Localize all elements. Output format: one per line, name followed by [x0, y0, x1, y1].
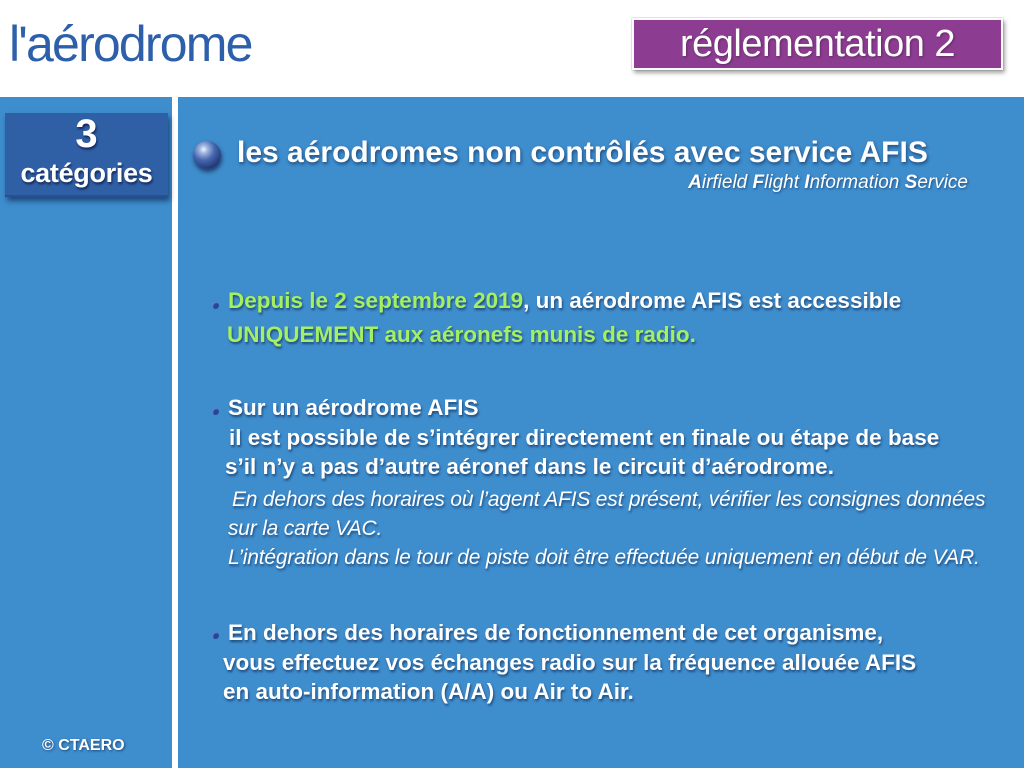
point-2-line-2: s’il n’y a pas d’autre aéronef dans le circuit d’aérodrome. — [225, 454, 834, 479]
category-box — [5, 113, 168, 197]
page-title: l'aérodrome — [9, 16, 252, 72]
section-subtitle — [688, 173, 968, 193]
header-bar — [0, 0, 1024, 97]
category-label: catégories — [20, 158, 153, 188]
chapter-badge — [632, 18, 1003, 70]
point-3-line-3: en auto-information (A/A) ou Air to Air. — [223, 679, 634, 704]
subtitle-word: Airfield — [688, 172, 748, 193]
point-1-date-highlight: Depuis le 2 septembre 2019 — [228, 288, 524, 313]
subtitle-word-initial: A — [688, 172, 702, 193]
point-1-lead-rest: , un aérodrome AFIS est accessible — [523, 288, 902, 313]
point-2-note-2: sur la carte VAC. — [228, 517, 383, 540]
subtitle-word: Service — [904, 172, 968, 193]
dot-bullet-icon — [212, 408, 219, 415]
point-1-restriction-highlight: UNIQUEMENT aux aéronefs munis de radio. — [227, 322, 696, 347]
subtitle-word-initial: S — [904, 172, 918, 193]
point-3-line-2: vous effectuez vos échanges radio sur la fréquence allouée AFIS — [223, 650, 917, 675]
sphere-bullet-icon — [193, 141, 221, 169]
point-2-note-1: En dehors des horaires où l’agent AFIS est présent, vérifier les consignes données — [232, 488, 986, 511]
subtitle-word: Flight — [752, 172, 799, 193]
point-2-note-3: L’intégration dans le tour de piste doit être effectuée uniquement en début de VAR. — [228, 546, 980, 569]
sidebar-separator — [172, 97, 178, 768]
subtitle-word-initial: I — [804, 172, 810, 193]
point-1-line-1 — [228, 289, 901, 312]
point-3-line-1: En dehors des horaires de fonctionnement de cet organisme, — [228, 620, 884, 645]
subtitle-word-initial: F — [752, 172, 765, 193]
chapter-badge-label: réglementation 2 — [679, 23, 956, 65]
copyright-notice: © CTAERO — [42, 737, 125, 754]
point-2-heading: Sur un aérodrome AFIS — [228, 395, 479, 420]
section-title: les aérodromes non contrôlés avec service AFIS — [237, 136, 928, 169]
category-count: 3 — [75, 112, 98, 156]
subtitle-word: Information — [804, 172, 900, 193]
dot-bullet-icon — [212, 302, 219, 309]
dot-bullet-icon — [212, 632, 219, 639]
point-2-line-1: il est possible de s’intégrer directement en finale ou étape de base — [229, 425, 940, 450]
